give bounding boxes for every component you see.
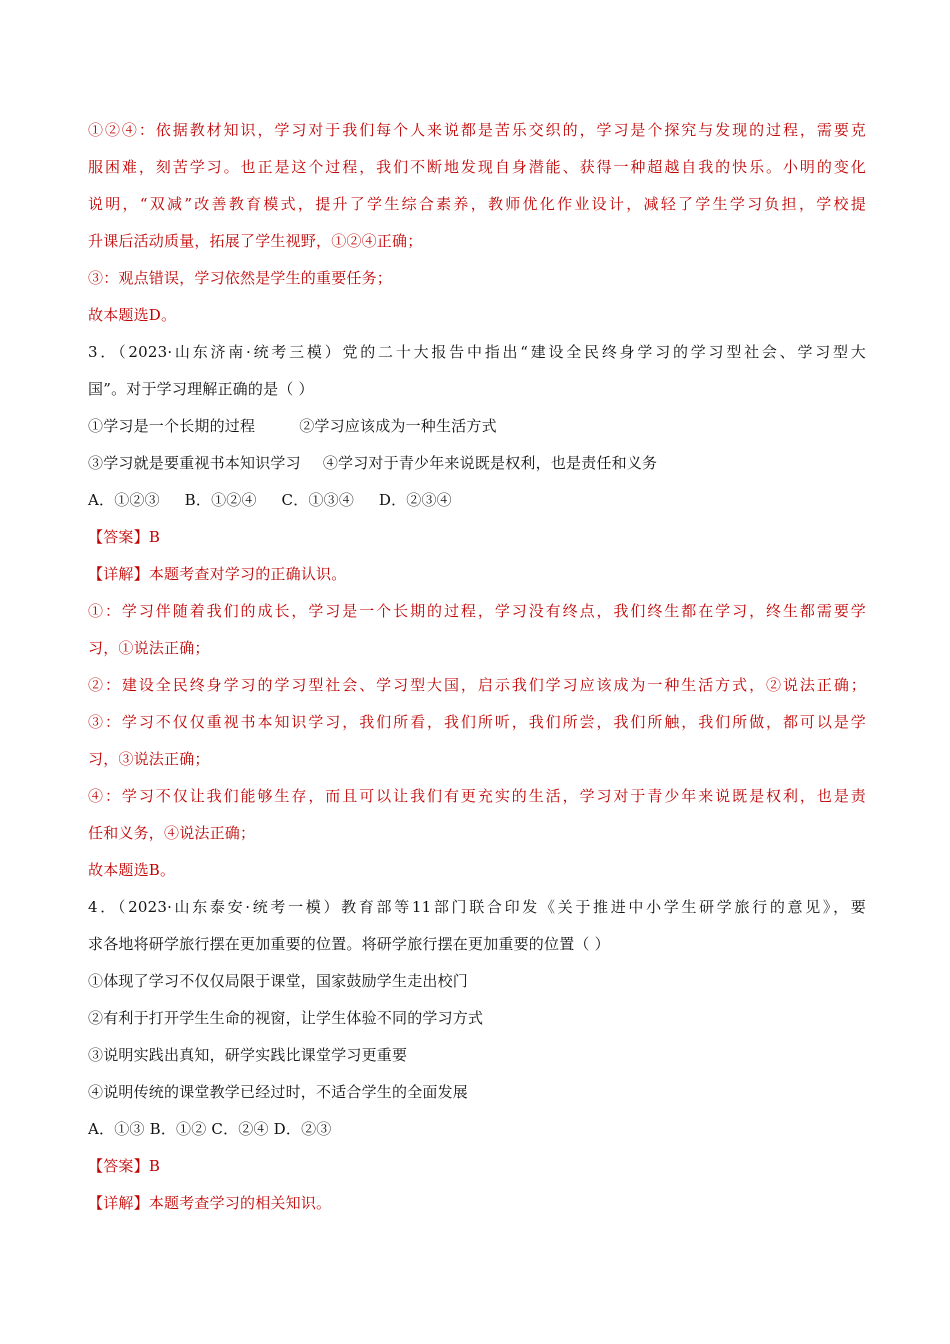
detail-text: 本题考查对学习的正确认识。 (148, 565, 347, 583)
conclusion-q3: 故本题选B。 (88, 861, 176, 879)
q3-stem-line-1: 3．（2023·山东济南·统考三模）党的二十大报告中指出“建设全民终身学习的学习型社会、学习型大 (88, 343, 866, 361)
q4-option-1: ①体现了学习不仅仅局限于课堂，国家鼓励学生走出校门 (88, 972, 469, 990)
detail-tag: 【详解】 (88, 1194, 149, 1212)
detail-tag: 【详解】 (88, 565, 149, 583)
q3-stem-line-2: 国”。对于学习理解正确的是（ ） (88, 380, 314, 398)
q3-option-2: ②学习应该成为一种生活方式 (299, 417, 497, 435)
q3-option-4: ④学习对于青少年来说既是权利，也是责任和义务 (322, 454, 658, 472)
q3-explain-line-7: 任和义务，④说法正确； (88, 824, 256, 842)
q3-explain-line-1: ①：学习伴随着我们的成长，学习是一个长期的过程，学习没有终点，我们终生都在学习，终生都需要学 (88, 602, 866, 620)
q3-explain-line-3: ②：建设全民终身学习的学习型社会、学习型大国，启示我们学习应该成为一种生活方式，②说法正确； (88, 676, 866, 694)
q4-option-4: ④说明传统的课堂教学已经过时，不适合学生的全面发展 (88, 1083, 469, 1101)
q4-stem-line-1: 4．（2023·山东泰安·统考一模）教育部等11部门联合印发《关于推进中小学生研学旅行的意见》，要 (88, 898, 866, 916)
conclusion-q2: 故本题选D。 (88, 306, 177, 324)
answer-tag: 【答案】 (88, 528, 149, 546)
q3-explain-line-2: 习，①说法正确； (88, 639, 210, 657)
explain-line-1: ①②④：依据教材知识，学习对于我们每个人来说都是苦乐交织的，学习是个探究与发现的过程，需要克 (88, 121, 866, 139)
q3-options-row-1 (88, 408, 866, 445)
q3-answer (88, 519, 866, 556)
q4-detail (88, 1185, 866, 1222)
q4-option-2: ②有利于打开学生生命的视窗，让学生体验不同的学习方式 (88, 1009, 484, 1027)
q3-detail (88, 556, 866, 593)
q4-choices: A．①③ B．①② C．②④ D．②③ (88, 1120, 332, 1138)
q3-options-row-2 (88, 445, 866, 482)
q3-explain-line-6: ④：学习不仅让我们能够生存，而且可以让我们有更充实的生活，学习对于青少年来说既是权利，也是责 (88, 787, 866, 805)
q4-stem-line-2: 求各地将研学旅行摆在更加重要的位置。将研学旅行摆在更加重要的位置（ ） (88, 935, 610, 953)
q3-explain-line-4: ③：学习不仅仅重视书本知识学习，我们所看，我们所听，我们所尝，我们所触，我们所做，都可以是学 (88, 713, 866, 731)
q3-explain-line-5: 习，③说法正确； (88, 750, 210, 768)
explain-line-4: 升课后活动质量，拓展了学生视野，①②④正确； (88, 232, 423, 250)
explain-line-3: 说明，“双减”改善教育模式，提升了学生综合素养，教师优化作业设计，减轻了学生学习负担，学校提 (88, 195, 866, 213)
answer-value: B (148, 528, 161, 546)
q4-option-3: ③说明实践出真知，研学实践比课堂学习更重要 (88, 1046, 408, 1064)
answer-tag: 【答案】 (88, 1157, 149, 1175)
explain-line-5: ③：观点错误，学习依然是学生的重要任务； (88, 269, 393, 287)
q3-option-1: ①学习是一个长期的过程 (88, 417, 256, 435)
explain-line-2: 服困难，刻苦学习。也正是这个过程，我们不断地发现自身潜能、获得一种超越自我的快乐。小明的变化 (88, 158, 866, 176)
detail-text: 本题考查学习的相关知识。 (148, 1194, 332, 1212)
answer-value: B (148, 1157, 161, 1175)
q4-answer (88, 1148, 866, 1185)
q3-option-3: ③学习就是要重视书本知识学习 (88, 454, 301, 472)
q3-choices: A．①②③ B．①②④ C．①③④ D．②③④ (88, 491, 452, 509)
document-page (88, 112, 866, 1222)
